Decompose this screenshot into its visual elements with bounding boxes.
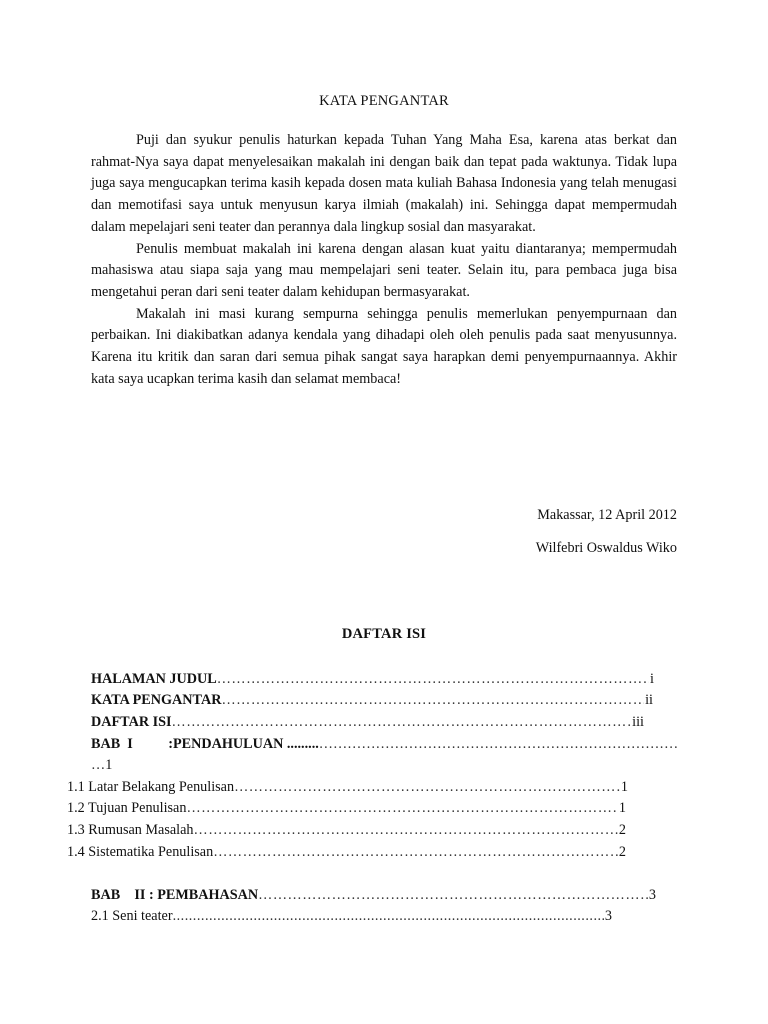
toc-leader-dots (217, 668, 649, 690)
toc-entry-label: DAFTAR ISI (91, 714, 172, 730)
toc-entry-page: ii (645, 692, 653, 708)
kata-pengantar-body (91, 130, 677, 390)
toc-leader-dots (221, 689, 644, 711)
toc-leader-dots (173, 905, 604, 927)
toc-entry-label: 1.4 Sistematika Penulisan (67, 844, 214, 860)
author-name: Wilfebri Oswaldus Wiko (535, 540, 677, 556)
toc-entry-halaman-judul (91, 668, 654, 690)
toc-entry-page: 3 (604, 908, 612, 924)
toc-entry-label: 1.1 Latar Belakang Penulisan (67, 779, 235, 795)
toc-entry-1-2 (67, 797, 626, 819)
toc-leader-dots (213, 841, 618, 863)
kata-pengantar-title: KATA PENGANTAR (319, 93, 449, 109)
toc-entry-label: HALAMAN JUDUL (91, 671, 217, 687)
toc-entry-page: 3 (648, 887, 656, 903)
toc-entry-label: BAB II : PEMBAHASAN (91, 887, 259, 903)
toc-entry-bab-2 (91, 884, 656, 906)
toc-entry-label: BAB I :PENDAHULUAN ......... (91, 736, 319, 752)
toc-entry-daftar-isi (91, 711, 644, 733)
toc-entry-kata-pengantar (91, 689, 653, 711)
toc-entry-label: 1.3 Rumusan Masalah (67, 822, 194, 838)
daftar-isi-title: DAFTAR ISI (341, 626, 427, 642)
toc-entry-1-3 (67, 819, 626, 841)
paragraph-3: Makalah ini masi kurang sempurna sehingga penulis memerlukan penyempurnaan dan perbaikan. Ini diakibatkan adanya kendala yang dihadapi oleh oleh penulis pada saat menyusunnya. Karena itu kritik dan saran dari semua pihak sangat saya harapkan demi penyempurnaannya. Akhir kata saya ucapkan terima kasih dan selamat membaca! (91, 305, 677, 387)
toc-entry-1-1 (67, 776, 628, 798)
toc-leader-dots (194, 819, 618, 841)
toc-entry-page: iii (632, 714, 644, 730)
toc-entry-label: KATA PENGANTAR (91, 692, 222, 708)
place-date: Makassar, 12 April 2012 (537, 507, 677, 523)
toc-entry-2-1 (91, 905, 612, 927)
toc-entry-page: 2 (618, 822, 626, 838)
toc-leader-dots (234, 776, 620, 798)
toc-entry-1-4 (67, 841, 626, 863)
toc-leader-dots (186, 797, 617, 819)
toc-entry-bab-1 (91, 734, 677, 776)
paragraph-1: Puji dan syukur penulis haturkan kepada Tuhan Yang Maha Esa, karena atas berkat dan rahmat-Nya saya dapat menyelesaikan makalah ini dengan baik dan tepat pada waktunya. Tidak lupa juga saya mengucapkan terima kasih kepada dosen mata kuliah Bahasa Indonesia yang telah menugasi dan memotifasi saya untuk menyusun karya ilmiah (makalah) ini. Sehingga dapat mempermudah dalam mepelajari seni teater dan perannya dala lingkup sosial dan masyarakat. (91, 132, 677, 235)
toc-entry-label: 1.2 Tujuan Penulisan (67, 800, 187, 816)
toc-leader-dots (258, 884, 648, 906)
toc-entry-page: 1 (620, 779, 628, 795)
toc-leader-dots (172, 711, 632, 733)
paragraph-2: Penulis membuat makalah ini karena dengan alasan kuat yaitu diantaranya; mempermudah mahasiswa atau siapa saja yang mau mempelajari seni teater. Selain itu, para pembaca juga bisa mengetahui peran dari seni teater dalam kehidupan bermasyarakat. (91, 240, 677, 300)
toc-entry-label: 2.1 Seni teater (91, 908, 173, 924)
toc-entry-page: 2 (618, 844, 626, 860)
toc-entry-page: 1 (618, 800, 626, 816)
toc-entry-page: 1 (105, 757, 113, 773)
toc-entry-page: i (650, 671, 654, 687)
toc-leader-dots (319, 734, 677, 755)
toc-leader-dots: … (91, 757, 106, 773)
